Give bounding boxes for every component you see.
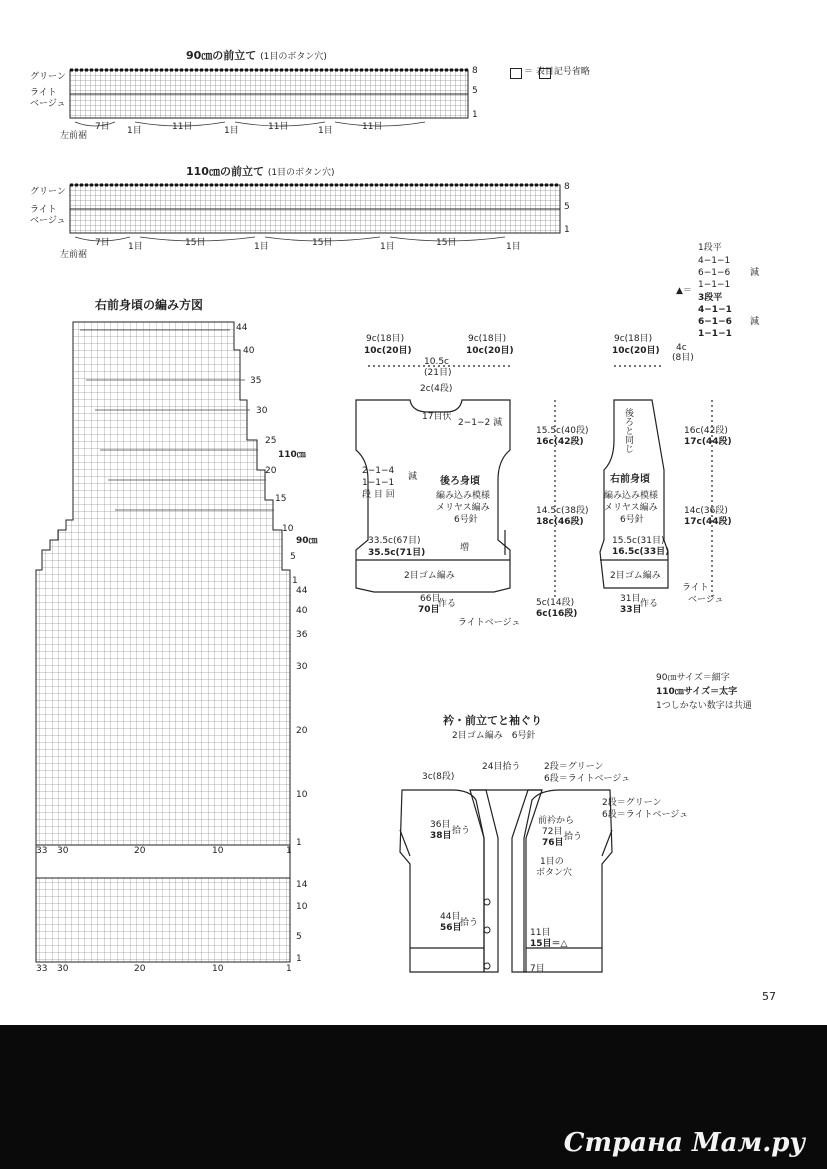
band90-color2b: ベージュ [30, 99, 66, 109]
empty-square-icon [510, 68, 522, 79]
band90-title: 90㎝の前立て [186, 49, 257, 62]
back-h2-110: 18c(46段) [536, 517, 584, 527]
back-cast-90: 66目 [420, 594, 441, 604]
band90-edge: 左前裾 [60, 131, 88, 141]
row-number: 35 [250, 376, 262, 386]
back-neck-depth: 2c(4段) [420, 384, 453, 394]
row-number: 40 [243, 346, 255, 356]
collar-72-pick: 拾う [564, 832, 583, 842]
back-h2-90: 14.5c(38段) [536, 506, 589, 516]
row-number: 30 [296, 662, 308, 672]
back-h1-90: 15.5c(40段) [536, 426, 589, 436]
chart-title: 右前身頃の編み方図 [95, 298, 204, 312]
band90-count: 1目 [318, 126, 333, 136]
front-color-2: ベージュ [688, 595, 724, 605]
row-number: 1 [292, 576, 298, 586]
band90-row: 5 [472, 86, 478, 96]
chart-grid [36, 322, 290, 962]
back-arm-1: 2−1−4 [362, 466, 395, 476]
front-width-110: 10c(20目) [612, 346, 660, 356]
back-width-90: 33.5c(67目) [368, 536, 421, 546]
band90-count: 11目 [268, 122, 289, 132]
front-name: 右前身頃 [610, 474, 650, 485]
size-note-1: 90㎝サイズ＝細字 [656, 673, 730, 683]
band110-color2b: ベージュ [30, 216, 66, 226]
band110-row: 8 [564, 182, 570, 192]
band90-count: 11目 [172, 122, 193, 132]
back-width-left-90: 9c(18目) [366, 334, 405, 344]
dec-row: 4−1−1 [698, 305, 732, 315]
back-width-right-110: 10c(20目) [466, 346, 514, 356]
col-number: 33 [36, 846, 48, 856]
row-number: 14 [296, 880, 308, 890]
collar-72-90: 72目 [542, 827, 563, 837]
back-name: 後ろ身頃 [440, 476, 480, 487]
triangle-icon: ▲＝ [676, 286, 692, 296]
front-cast-110: 33目 [620, 605, 642, 615]
back-arm-2: 1−1−1 [362, 478, 395, 488]
back-color: ライトベージュ [458, 618, 521, 628]
band90-count: 11目 [362, 122, 383, 132]
back-neck-decrease: 2−1−2 減 [458, 418, 503, 428]
front-pattern-1: 編み込み模様 [604, 491, 659, 501]
band110-title: 110㎝の前立て [186, 165, 264, 178]
band90-row: 1 [472, 110, 478, 120]
collar-color1: 2段＝グリーン [544, 762, 604, 772]
band110-edge: 左前裾 [60, 250, 88, 260]
back-cast-110: 70目 [418, 605, 440, 615]
dec-row: 6−1−6 [698, 268, 731, 278]
back-neck-sts: (21目) [424, 368, 452, 378]
size-note-3: 1つしかない数字は共通 [656, 701, 752, 711]
collar-36-pick: 拾う [452, 826, 471, 836]
band110-grid [70, 185, 560, 241]
col-number: 20 [134, 846, 146, 856]
dec-row: 1−1−1 [698, 329, 732, 339]
collar-title: 衿・前立てと袖ぐり [443, 714, 542, 727]
row-number: 20 [265, 466, 277, 476]
dec-row: 6−1−6 [698, 317, 732, 327]
back-pattern-3: 6号針 [454, 515, 478, 525]
dec-row: 3段平 [698, 293, 723, 303]
row-number: 44 [236, 323, 248, 333]
row-number: 10 [296, 790, 308, 800]
collar-schematic [400, 790, 612, 972]
front-cast-make: 作る [640, 599, 659, 609]
col-number: 1 [286, 846, 292, 856]
dec-gen: 減 [750, 317, 760, 327]
buttonholes [484, 899, 490, 969]
back-increase: 増 [460, 543, 470, 553]
collar-15: 15目＝△ [530, 939, 568, 949]
collar-color2: 6段＝ライトベージュ [544, 774, 631, 784]
back-rib: 2目ゴム編み [404, 571, 455, 581]
front-rib: 2目ゴム編み [610, 571, 661, 581]
legend-text: ＝ 表目記号省略 [524, 67, 590, 77]
buttonhole-note-2: ボタン穴 [536, 868, 573, 878]
collar-pick24: 24目拾う [482, 762, 521, 772]
front-h1-110: 17c(44段) [684, 437, 732, 447]
front-cast-90: 31目 [620, 594, 641, 604]
back-h3-110: 6c(16段) [536, 609, 578, 619]
row-number: 44 [296, 586, 308, 596]
dec-row: 1−1−1 [698, 280, 731, 290]
band90-row: 8 [472, 66, 478, 76]
band110-count: 15目 [185, 238, 206, 248]
collar-front-from: 前衿から [538, 816, 575, 826]
band90-note: (1目のボタン穴) [260, 52, 327, 62]
band90-count: 1目 [224, 126, 239, 136]
armhole-color1: 2段＝グリーン [602, 798, 662, 808]
back-arm-3: 段 目 回 [362, 490, 395, 500]
back-width-left-110: 10c(20目) [364, 346, 412, 356]
collar-72-110: 76目 [542, 838, 564, 848]
back-neck-width: 10.5c [424, 357, 449, 367]
collar-44-pick: 拾う [460, 918, 479, 928]
row-number: 5 [290, 552, 296, 562]
band110-count: 15目 [436, 238, 457, 248]
front-width-90: 9c(18目) [614, 334, 653, 344]
buttonhole-note-1: 1目の [540, 857, 564, 867]
col-number: 1 [286, 964, 292, 974]
collar-7: 7目 [530, 964, 545, 974]
row-number: 30 [256, 406, 268, 416]
back-h1-110: 16c(42段) [536, 437, 584, 447]
collar-11: 11目 [530, 928, 551, 938]
band110-note: (1目のボタン穴) [267, 168, 335, 178]
row-number: 20 [296, 726, 308, 736]
row-number: 36 [296, 630, 308, 640]
front-h1-90: 16c(42段) [684, 426, 728, 436]
size-note-2: 110㎝サイズ＝太字 [656, 687, 738, 697]
front-pattern-2: メリヤス編み [604, 503, 658, 513]
col-number: 10 [212, 846, 224, 856]
row-number: 40 [296, 606, 308, 616]
watermark: Страна Мам.ру [563, 1128, 805, 1158]
row-number: 15 [275, 494, 287, 504]
front-extra-sts: (8目) [672, 353, 694, 363]
front-w-110: 16.5c(33目) [612, 547, 670, 557]
row-number: 25 [265, 436, 277, 446]
back-neck-bindoff: 17目伏 [422, 412, 452, 422]
row-number: 10 [296, 902, 308, 912]
size-mark-90: 90㎝ [296, 536, 318, 546]
band110-count: 1目 [254, 242, 269, 252]
front-color-1: ライト [682, 583, 709, 593]
row-number: 1 [296, 954, 302, 964]
band110-row: 5 [564, 202, 570, 212]
col-number: 30 [57, 846, 69, 856]
size-mark-110: 110㎝ [278, 450, 306, 460]
col-number: 30 [57, 964, 69, 974]
front-h2-110: 17c(44段) [684, 517, 732, 527]
col-number: 20 [134, 964, 146, 974]
armhole-color2: 6段＝ライトベージュ [602, 810, 689, 820]
band110-count: 7目 [95, 238, 110, 248]
band90-color2a: ライト [30, 88, 57, 98]
back-pattern-2: メリヤス編み [436, 503, 490, 513]
band90-color1: グリーン [30, 72, 66, 82]
row-number: 1 [296, 838, 302, 848]
back-cast-make: 作る [438, 599, 457, 609]
collar-36-90: 36目 [430, 820, 451, 830]
back-width-110: 35.5c(71目) [368, 548, 426, 558]
band110-count: 1目 [128, 242, 143, 252]
collar-36-110: 38目 [430, 831, 452, 841]
front-w-90: 15.5c(31目) [612, 536, 665, 546]
dec-gen: 減 [750, 268, 760, 278]
col-number: 10 [212, 964, 224, 974]
front-h2-90: 14c(36段) [684, 506, 728, 516]
band110-count: 15目 [312, 238, 333, 248]
dec-row: 1段平 [698, 243, 722, 253]
band90-count: 7目 [95, 122, 110, 132]
collar-subtitle: 2目ゴム編み 6号針 [452, 731, 536, 741]
band90-grid [70, 70, 468, 126]
front-extra-width: 4c [676, 343, 687, 353]
front-same-as-back: 後ろと同じ [623, 408, 633, 453]
band110-count: 1目 [380, 242, 395, 252]
band110-color2a: ライト [30, 205, 57, 215]
collar-44-90: 44目 [440, 912, 461, 922]
row-number: 5 [296, 932, 302, 942]
back-width-right-90: 9c(18目) [468, 334, 507, 344]
page-number: 57 [762, 990, 776, 1003]
band110-row: 1 [564, 225, 570, 235]
collar-44-110: 56目 [440, 923, 462, 933]
back-pattern-1: 編み込み模様 [436, 491, 491, 501]
front-pattern-3: 6号針 [620, 515, 644, 525]
band110-count: 1目 [506, 242, 521, 252]
col-number: 33 [36, 964, 48, 974]
back-h3-90: 5c(14段) [536, 598, 575, 608]
band90-count: 1目 [127, 126, 142, 136]
dec-row: 4−1−1 [698, 256, 731, 266]
band110-color1: グリーン [30, 187, 66, 197]
row-number: 10 [282, 524, 294, 534]
collar-3c: 3c(8段) [422, 772, 455, 782]
back-arm-gen: 減 [408, 472, 418, 482]
